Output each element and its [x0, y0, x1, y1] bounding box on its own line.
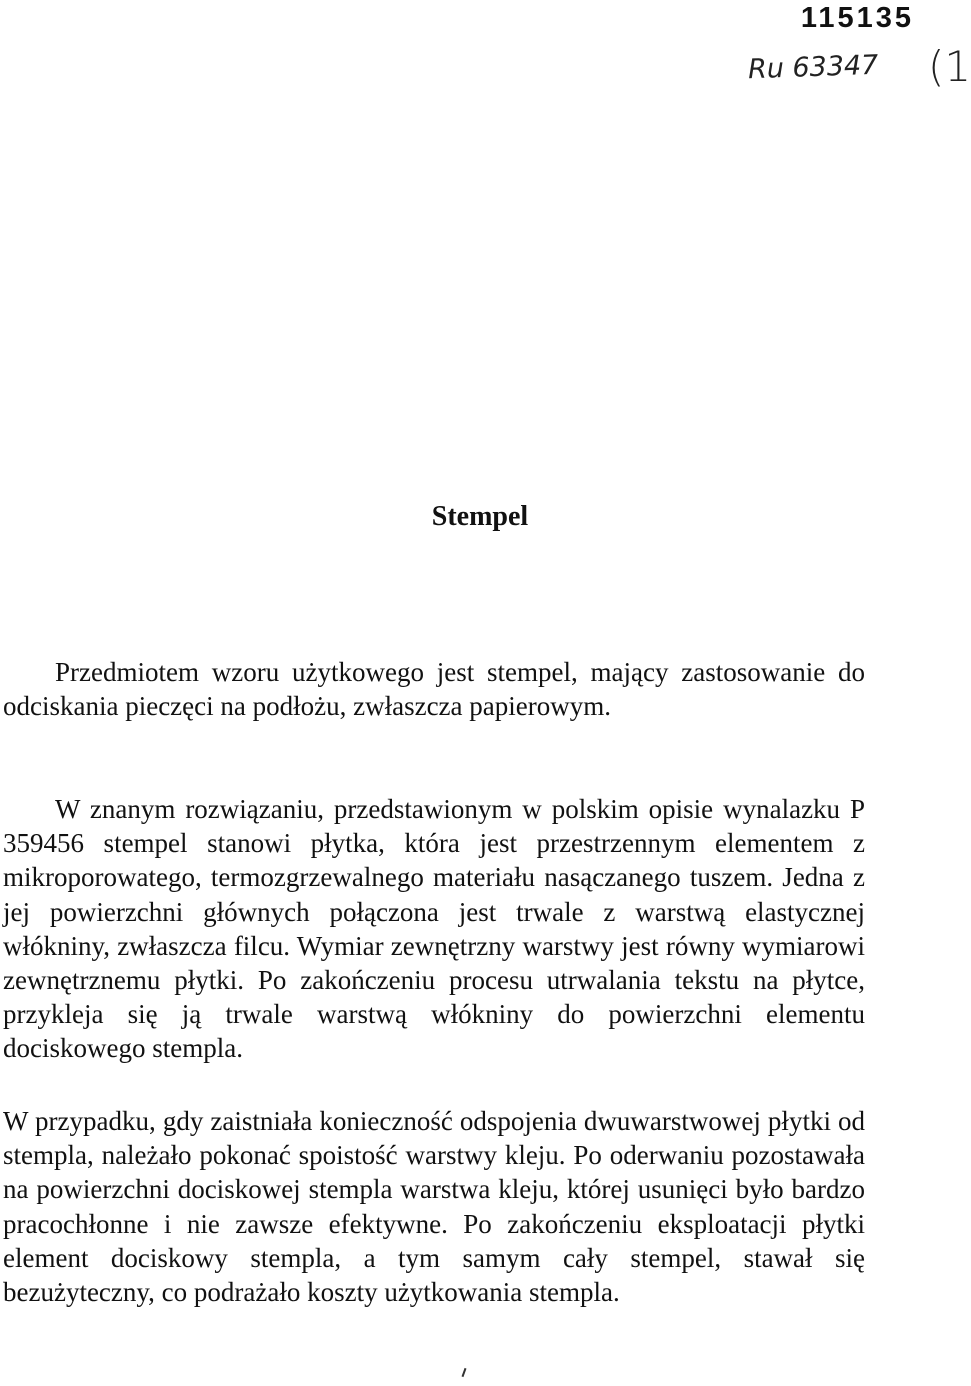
paragraph-problem: W przypadku, gdy zaistniała konieczność odspojenia dwuwarstwowej płytki od stempla, należało pokonać spoistość warstwy kleju. Po oderwaniu pozostawała na powierzchni dociskowej stempla warstwa kleju, której usunięci było bardzo pracochłonne i nie zawsze efektywne. Po zakończeniu eksploatacji płytki element dociskowy stempla, a tym samym cały stempel, stawał się bezużyteczny, co podrażało koszty użytkowania stempla. [3, 1106, 865, 1308]
handwritten-mark: (1 [928, 42, 971, 91]
handwritten-reference-note: Ru 63347 [747, 49, 879, 86]
stray-pen-mark [462, 1368, 467, 1377]
paragraph-subject: Przedmiotem wzoru użytkowego jest stempel, mający zastosowanie do odciskania pieczęci na podłożu, zwłaszcza papierowym. [3, 657, 865, 722]
page-number: 115135 [800, 2, 914, 34]
document-title: Stempel [431, 500, 529, 532]
paragraph-prior-art: W znanym rozwiązaniu, przedstawionym w polskim opisie wynalazku P 359456 stempel stanowi płytka, która jest przestrzennym elementem z mikroporowatego, termozgrzewalnego materiału nasączanego tuszem. Jedna z jej powierzchni głównych połączona jest trwale z warstwą elastycznej włókniny, zwłaszcza filcu. Wymiar zewnętrzny warstwy jest równy wymiarowi zewnętrznemu płytki. Po zakończeniu procesu utrwalania tekstu na płytce, przykleja się ją trwale warstwą włókniny do powierzchni elementu dociskowego stempla. [3, 794, 865, 1064]
